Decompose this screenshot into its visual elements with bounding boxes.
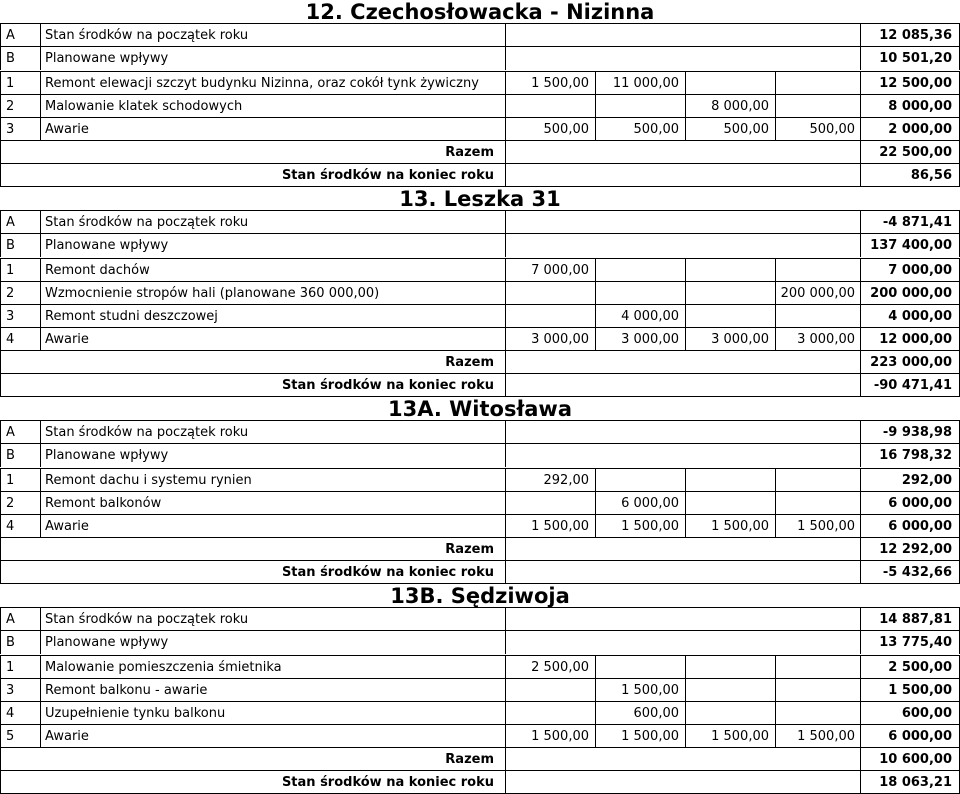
quarter-1-amount [505, 492, 589, 515]
sum-total: 12 292,00 [879, 542, 952, 557]
column-divider [860, 328, 861, 351]
quarter-1-amount [505, 282, 589, 305]
item-total: 6 000,00 [888, 496, 952, 511]
closing-balance-row [0, 163, 960, 187]
section-title: 13. Leszka 31 [399, 187, 561, 211]
quarter-1-amount: 2 500,00 [531, 660, 589, 675]
row-description: Stan środków na początek roku [45, 28, 249, 43]
opening-balance-row [0, 23, 960, 47]
column-divider [0, 492, 1, 515]
item-total: 1 500,00 [888, 683, 952, 698]
row-total: 12 085,36 [879, 28, 952, 43]
column-divider [40, 234, 41, 257]
quarter-1-amount [505, 95, 589, 118]
column-divider [860, 211, 861, 234]
planned-inflows-row [0, 443, 960, 467]
closing-balance-value: 86,56 [910, 168, 952, 183]
item-total: 12 000,00 [879, 332, 952, 347]
closing-balance-label: Stan środków na koniec roku [281, 168, 494, 183]
item-number: 2 [6, 496, 15, 511]
item-description: Wzmocnienie stropów hali (planowane 360 000,00) [45, 286, 380, 301]
planned-inflows-row [0, 630, 960, 654]
column-divider [860, 492, 861, 515]
row-total: 13 775,40 [879, 635, 952, 650]
item-number: 2 [6, 99, 15, 114]
column-divider [0, 679, 1, 702]
quarter-2-amount: 4 000,00 [621, 309, 679, 324]
column-divider [860, 748, 861, 771]
column-divider [860, 351, 861, 374]
column-divider [40, 328, 41, 351]
row-total: 137 400,00 [870, 238, 952, 253]
quarter-2-amount: 500,00 [633, 122, 679, 137]
column-divider [505, 374, 506, 397]
column-divider [40, 725, 41, 748]
column-divider [860, 421, 861, 444]
sum-label: Razem [445, 752, 494, 767]
item-number: 3 [6, 309, 15, 324]
table-row [0, 491, 960, 515]
sum-label: Razem [445, 542, 494, 557]
quarter-4-amount [775, 679, 855, 702]
column-divider [0, 561, 1, 584]
item-total: 200 000,00 [870, 286, 952, 301]
quarter-3-amount: 1 500,00 [711, 729, 769, 744]
table-row [0, 678, 960, 702]
column-divider [0, 444, 1, 467]
item-total: 7 000,00 [888, 263, 952, 278]
item-number: 1 [6, 76, 15, 91]
quarter-4-amount [775, 492, 855, 515]
item-description: Awarie [45, 122, 89, 137]
quarter-3-amount [685, 469, 769, 492]
item-description: Awarie [45, 519, 89, 534]
column-divider [0, 608, 1, 631]
quarter-1-amount: 3 000,00 [531, 332, 589, 347]
column-divider [0, 211, 1, 234]
column-divider [860, 259, 861, 282]
column-divider [40, 259, 41, 282]
table-row [0, 724, 960, 748]
item-total: 2 500,00 [888, 660, 952, 675]
item-total: 2 000,00 [888, 122, 952, 137]
quarter-2-amount: 6 000,00 [621, 496, 679, 511]
sum-total: 10 600,00 [879, 752, 952, 767]
column-divider [40, 702, 41, 725]
column-divider [860, 679, 861, 702]
table-row [0, 655, 960, 679]
table-row [0, 258, 960, 282]
quarter-2-amount: 1 500,00 [621, 729, 679, 744]
quarter-4-amount [775, 95, 855, 118]
quarter-3-amount [685, 282, 769, 305]
column-divider [860, 95, 861, 118]
column-divider [40, 47, 41, 70]
row-description: Stan środków na początek roku [45, 612, 249, 627]
column-divider [0, 282, 1, 305]
column-divider [40, 631, 41, 654]
quarter-4-amount: 3 000,00 [797, 332, 855, 347]
item-number: 1 [6, 263, 15, 278]
closing-balance-row [0, 373, 960, 397]
table-row [0, 514, 960, 538]
item-number: 1 [6, 660, 15, 675]
row-description: Planowane wpływy [45, 448, 169, 463]
column-divider [860, 561, 861, 584]
column-divider [0, 374, 1, 397]
quarter-4-amount [775, 305, 855, 328]
quarter-1-amount: 7 000,00 [531, 263, 589, 278]
quarter-4-amount: 200 000,00 [780, 286, 855, 301]
row-total: -4 871,41 [882, 215, 952, 230]
column-divider [40, 72, 41, 95]
table-row [0, 94, 960, 118]
item-description: Remont dachów [45, 263, 150, 278]
row-total: -9 938,98 [882, 425, 952, 440]
column-divider [0, 24, 1, 47]
item-number: 4 [6, 519, 15, 534]
column-divider [40, 656, 41, 679]
planned-inflows-row [0, 46, 960, 70]
quarter-4-amount: 500,00 [809, 122, 855, 137]
section-title: 13B. Sędziwoja [390, 584, 570, 608]
opening-balance-row [0, 420, 960, 444]
quarter-2-amount: 1 500,00 [621, 519, 679, 534]
column-divider [40, 469, 41, 492]
quarter-2-amount [595, 469, 679, 492]
column-divider [0, 631, 1, 654]
quarter-3-amount [685, 259, 769, 282]
column-divider [0, 469, 1, 492]
quarter-2-amount [595, 95, 679, 118]
column-divider [505, 608, 506, 631]
column-divider [505, 351, 506, 374]
quarter-2-amount: 1 500,00 [621, 683, 679, 698]
quarter-4-amount [775, 702, 855, 725]
column-divider [0, 656, 1, 679]
planned-inflows-row [0, 233, 960, 257]
column-divider [40, 515, 41, 538]
column-divider [860, 234, 861, 257]
column-divider [860, 374, 861, 397]
row-description: Planowane wpływy [45, 51, 169, 66]
quarter-3-amount [685, 702, 769, 725]
item-number: 4 [6, 332, 15, 347]
column-divider [0, 725, 1, 748]
item-number: 3 [6, 683, 15, 698]
row-description: Planowane wpływy [45, 635, 169, 650]
column-divider [0, 72, 1, 95]
quarter-2-amount [595, 656, 679, 679]
item-description: Uzupełnienie tynku balkonu [45, 706, 226, 721]
quarter-3-amount [685, 492, 769, 515]
column-divider [40, 118, 41, 141]
quarter-3-amount: 3 000,00 [711, 332, 769, 347]
item-description: Remont elewacji szczyt budynku Nizinna, oraz cokół tynk żywiczny [45, 76, 479, 91]
column-divider [860, 538, 861, 561]
item-description: Remont balkonów [45, 496, 162, 511]
column-divider [40, 95, 41, 118]
column-divider [860, 656, 861, 679]
column-divider [40, 211, 41, 234]
column-divider [505, 24, 506, 47]
column-divider [505, 164, 506, 187]
column-divider [505, 211, 506, 234]
column-divider [505, 771, 506, 794]
quarter-3-amount: 1 500,00 [711, 519, 769, 534]
row-total: 16 798,32 [879, 448, 952, 463]
quarter-4-amount [775, 72, 855, 95]
table-row [0, 71, 960, 95]
item-total: 8 000,00 [888, 99, 952, 114]
column-divider [860, 141, 861, 164]
closing-balance-label: Stan środków na koniec roku [281, 775, 494, 790]
table-row [0, 117, 960, 141]
column-divider [860, 725, 861, 748]
column-divider [40, 24, 41, 47]
row-label: B [6, 635, 15, 650]
column-divider [860, 515, 861, 538]
sum-row [0, 350, 960, 374]
quarter-2-amount: 11 000,00 [612, 76, 679, 91]
quarter-4-amount [775, 259, 855, 282]
closing-balance-value: -5 432,66 [882, 565, 952, 580]
column-divider [860, 72, 861, 95]
column-divider [860, 47, 861, 70]
column-divider [860, 444, 861, 467]
row-label: B [6, 448, 15, 463]
column-divider [860, 24, 861, 47]
column-divider [860, 305, 861, 328]
quarter-4-amount: 1 500,00 [797, 519, 855, 534]
closing-balance-label: Stan środków na koniec roku [281, 378, 494, 393]
sum-total: 223 000,00 [870, 355, 952, 370]
sum-label: Razem [445, 145, 494, 160]
row-label: A [6, 425, 15, 440]
quarter-1-amount: 292,00 [543, 473, 589, 488]
item-total: 6 000,00 [888, 519, 952, 534]
item-description: Remont studni deszczowej [45, 309, 218, 324]
closing-balance-row [0, 770, 960, 794]
column-divider [0, 164, 1, 187]
quarter-1-amount [505, 305, 589, 328]
item-number: 1 [6, 473, 15, 488]
quarter-2-amount: 600,00 [633, 706, 679, 721]
item-description: Malowanie pomieszczenia śmietnika [45, 660, 282, 675]
sum-label: Razem [445, 355, 494, 370]
column-divider [860, 771, 861, 794]
sum-row [0, 747, 960, 771]
quarter-4-amount [775, 656, 855, 679]
item-number: 3 [6, 122, 15, 137]
column-divider [0, 351, 1, 374]
column-divider [0, 771, 1, 794]
row-label: A [6, 215, 15, 230]
quarter-4-amount [775, 469, 855, 492]
row-label: A [6, 612, 15, 627]
column-divider [860, 631, 861, 654]
item-total: 600,00 [901, 706, 952, 721]
column-divider [0, 538, 1, 561]
item-total: 12 500,00 [879, 76, 952, 91]
quarter-3-amount [685, 679, 769, 702]
column-divider [505, 421, 506, 444]
column-divider [860, 282, 861, 305]
row-description: Stan środków na początek roku [45, 215, 249, 230]
column-divider [505, 561, 506, 584]
quarter-3-amount [685, 72, 769, 95]
column-divider [0, 515, 1, 538]
quarter-1-amount [505, 679, 589, 702]
column-divider [40, 305, 41, 328]
section-title: 12. Czechosłowacka - Nizinna [305, 0, 655, 24]
closing-balance-value: 18 063,21 [879, 775, 952, 790]
section-title: 13A. Witosława [387, 397, 573, 421]
item-description: Awarie [45, 332, 89, 347]
quarter-3-amount [685, 305, 769, 328]
quarter-2-amount [595, 282, 679, 305]
item-total: 292,00 [901, 473, 952, 488]
column-divider [505, 748, 506, 771]
quarter-2-amount: 3 000,00 [621, 332, 679, 347]
item-number: 4 [6, 706, 15, 721]
column-divider [505, 141, 506, 164]
closing-balance-label: Stan środków na koniec roku [281, 565, 494, 580]
quarter-4-amount: 1 500,00 [797, 729, 855, 744]
column-divider [0, 141, 1, 164]
row-description: Stan środków na początek roku [45, 425, 249, 440]
quarter-1-amount: 1 500,00 [531, 519, 589, 534]
column-divider [0, 702, 1, 725]
column-divider [0, 421, 1, 444]
column-divider [40, 444, 41, 467]
item-number: 2 [6, 286, 15, 301]
column-divider [505, 444, 506, 467]
column-divider [860, 118, 861, 141]
column-divider [505, 538, 506, 561]
quarter-2-amount [595, 259, 679, 282]
column-divider [0, 305, 1, 328]
column-divider [860, 164, 861, 187]
column-divider [40, 421, 41, 444]
sum-row [0, 537, 960, 561]
item-number: 5 [6, 729, 15, 744]
sum-row [0, 140, 960, 164]
column-divider [40, 679, 41, 702]
row-total: 14 887,81 [879, 612, 952, 627]
table-row [0, 304, 960, 328]
row-description: Planowane wpływy [45, 238, 169, 253]
row-total: 10 501,20 [879, 51, 952, 66]
quarter-1-amount: 1 500,00 [531, 76, 589, 91]
column-divider [860, 469, 861, 492]
item-description: Awarie [45, 729, 89, 744]
table-row [0, 468, 960, 492]
column-divider [0, 47, 1, 70]
column-divider [0, 259, 1, 282]
item-description: Remont dachu i systemu rynien [45, 473, 252, 488]
column-divider [0, 748, 1, 771]
opening-balance-row [0, 210, 960, 234]
table-row [0, 327, 960, 351]
column-divider [860, 702, 861, 725]
quarter-1-amount: 500,00 [543, 122, 589, 137]
closing-balance-value: -90 471,41 [873, 378, 952, 393]
closing-balance-row [0, 560, 960, 584]
item-description: Remont balkonu - awarie [45, 683, 208, 698]
row-label: B [6, 51, 15, 66]
row-label: B [6, 238, 15, 253]
row-label: A [6, 28, 15, 43]
column-divider [505, 47, 506, 70]
column-divider [860, 608, 861, 631]
quarter-1-amount: 1 500,00 [531, 729, 589, 744]
column-divider [0, 95, 1, 118]
column-divider [505, 631, 506, 654]
sum-total: 22 500,00 [879, 145, 952, 160]
table-row [0, 701, 960, 725]
opening-balance-row [0, 607, 960, 631]
item-total: 4 000,00 [888, 309, 952, 324]
column-divider [40, 608, 41, 631]
item-description: Malowanie klatek schodowych [45, 99, 243, 114]
column-divider [40, 492, 41, 515]
column-divider [505, 234, 506, 257]
table-row [0, 281, 960, 305]
item-total: 6 000,00 [888, 729, 952, 744]
column-divider [0, 234, 1, 257]
quarter-3-amount: 500,00 [723, 122, 769, 137]
quarter-3-amount [685, 656, 769, 679]
column-divider [40, 282, 41, 305]
quarter-1-amount [505, 702, 589, 725]
column-divider [0, 118, 1, 141]
quarter-3-amount: 8 000,00 [711, 99, 769, 114]
column-divider [0, 328, 1, 351]
